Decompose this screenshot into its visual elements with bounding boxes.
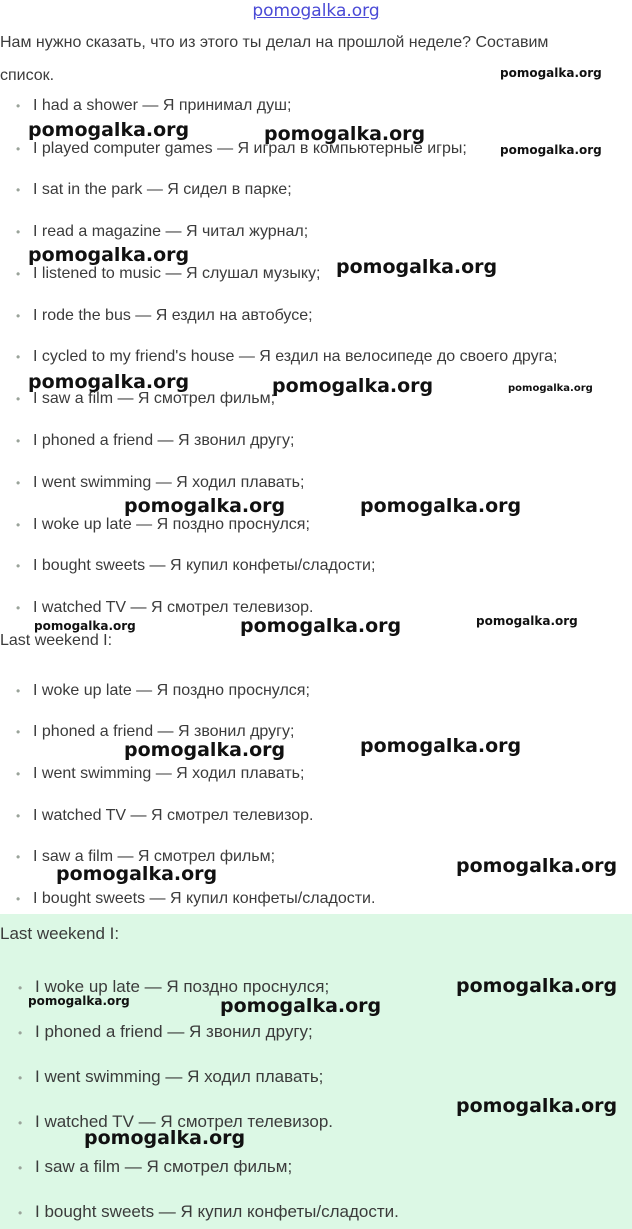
bullet-icon: • (16, 476, 21, 490)
list-item-text: I woke up late — Я поздно проснулся; (33, 682, 310, 699)
watermark: pomogalka.org (456, 1095, 618, 1117)
list-item-text: I sat in the park — Я сидел в парке; (33, 181, 292, 198)
answer-box (0, 914, 632, 1229)
list-item (16, 890, 375, 908)
watermark: pomogalka.org (360, 495, 522, 517)
bullet-icon: • (16, 142, 21, 156)
watermark: pomogalka.org (500, 66, 602, 80)
bullet-icon: • (18, 1161, 23, 1175)
list-item (16, 682, 310, 700)
list-item (18, 1157, 292, 1177)
intro-text: Нам нужно сказать, что из этого ты делал на прошлой неделе? Составим список. (0, 34, 549, 84)
watermark: pomogalka.org (28, 371, 190, 393)
bullet-icon: • (16, 434, 21, 448)
watermark: pomogalka.org (264, 123, 426, 145)
bullet-icon: • (16, 559, 21, 573)
bullet-icon: • (16, 601, 21, 615)
bullet-icon: • (16, 725, 21, 739)
bullet-icon: • (16, 225, 21, 239)
list-item (16, 432, 294, 450)
list-item-text: I bought sweets — Я купил конфеты/сладости. (33, 890, 376, 907)
list-item (16, 807, 313, 825)
watermark: pomogalka.org (34, 619, 136, 633)
bullet-icon: • (18, 981, 23, 995)
list-item-text: I saw a film — Я смотрел фильм; (35, 1157, 293, 1176)
list-item (16, 348, 557, 366)
list-item-text: I saw a film — Я смотрел фильм; (33, 390, 276, 407)
list-item-text: I played computer games — Я играл в компьютерные игры; (33, 140, 467, 157)
list-item-text: I went swimming — Я ходил плавать; (33, 765, 305, 782)
list-item (16, 223, 308, 241)
answer-heading: Last weekend I: (0, 924, 120, 943)
list-item (16, 557, 375, 575)
bullet-icon: • (18, 1071, 23, 1085)
list-item (16, 265, 320, 283)
bullet-icon: • (16, 350, 21, 364)
list-item (18, 1022, 313, 1042)
bullet-icon: • (16, 309, 21, 323)
watermark: pomogalka.org (220, 995, 382, 1017)
watermark: pomogalka.org (272, 375, 434, 397)
bullet-icon: • (18, 1116, 23, 1130)
bullet-icon: • (18, 1026, 23, 1040)
watermark: pomogalka.org (456, 975, 618, 997)
watermark: pomogalka.org (360, 735, 522, 757)
watermark: pomogalka.org (84, 1127, 246, 1149)
bullet-icon: • (16, 183, 21, 197)
section-heading-last-weekend: Last weekend I: (0, 632, 113, 649)
list-item-text: I went swimming — Я ходил плавать; (33, 474, 305, 491)
list-item (16, 516, 310, 534)
watermark: pomogalka.org (456, 855, 618, 877)
list-item (16, 307, 313, 325)
list-item-text: I watched TV — Я смотрел телевизор. (33, 599, 314, 616)
list-item-text: I woke up late — Я поздно проснулся; (33, 516, 310, 533)
list-item (16, 765, 304, 783)
list-item-text: I saw a film — Я смотрел фильм; (33, 848, 276, 865)
list-item (18, 1202, 399, 1222)
list-item-text: I watched TV — Я смотрел телевизор. (33, 807, 314, 824)
list-item-text: I phoned a friend — Я звонил другу; (33, 432, 295, 449)
list-item-text: I bought sweets — Я купил конфеты/сладости; (33, 557, 376, 574)
watermark: pomogalka.org (508, 383, 593, 394)
watermark: pomogalka.org (240, 615, 402, 637)
bullet-icon: • (16, 767, 21, 781)
bullet-icon: • (16, 809, 21, 823)
watermark: pomogalka.org (28, 994, 130, 1008)
list-item-text: I listened to music — Я слушал музыку; (33, 265, 321, 282)
list-item-text: I cycled to my friend's house — Я ездил на велосипеде до своего друга; (33, 348, 558, 365)
bullet-icon: • (16, 99, 21, 113)
watermark: pomogalka.org (124, 495, 286, 517)
watermark: pomogalka.org (28, 244, 190, 266)
bullet-icon: • (18, 1206, 23, 1220)
watermark: pomogalka.org (56, 863, 218, 885)
list-item-text: I phoned a friend — Я звонил другу; (35, 1022, 313, 1041)
list-item-text: I read a magazine — Я читал журнал; (33, 223, 309, 240)
list-item (16, 97, 291, 115)
bullet-icon: • (16, 267, 21, 281)
bullet-icon: • (16, 850, 21, 864)
watermark: pomogalka.org (336, 256, 498, 278)
list-item-text: I had a shower — Я принимал душ; (33, 97, 292, 114)
watermark: pomogalka.org (28, 119, 190, 141)
list-item-text: I rode the bus — Я ездил на автобусе; (33, 307, 313, 324)
watermark: pomogalka.org (500, 143, 602, 157)
list-item-text: I bought sweets — Я купил конфеты/сладости. (35, 1202, 399, 1221)
bullet-icon: • (16, 392, 21, 406)
list-item-text: I watched TV — Я смотрел телевизор. (35, 1112, 334, 1131)
list-item (16, 181, 292, 199)
watermark: pomogalka.org (124, 739, 286, 761)
bullet-icon: • (16, 684, 21, 698)
list-item-text: I phoned a friend — Я звонил другу; (33, 723, 295, 740)
bullet-icon: • (16, 518, 21, 532)
list-item-text: I went swimming — Я ходил плавать; (35, 1067, 324, 1086)
bullet-icon: • (16, 892, 21, 906)
list-item (16, 474, 304, 492)
site-title-link[interactable]: pomogalka.org (252, 1, 380, 21)
list-item-text: I woke up late — Я поздно проснулся; (35, 977, 330, 996)
watermark: pomogalka.org (476, 614, 578, 628)
list-item (18, 1067, 323, 1087)
